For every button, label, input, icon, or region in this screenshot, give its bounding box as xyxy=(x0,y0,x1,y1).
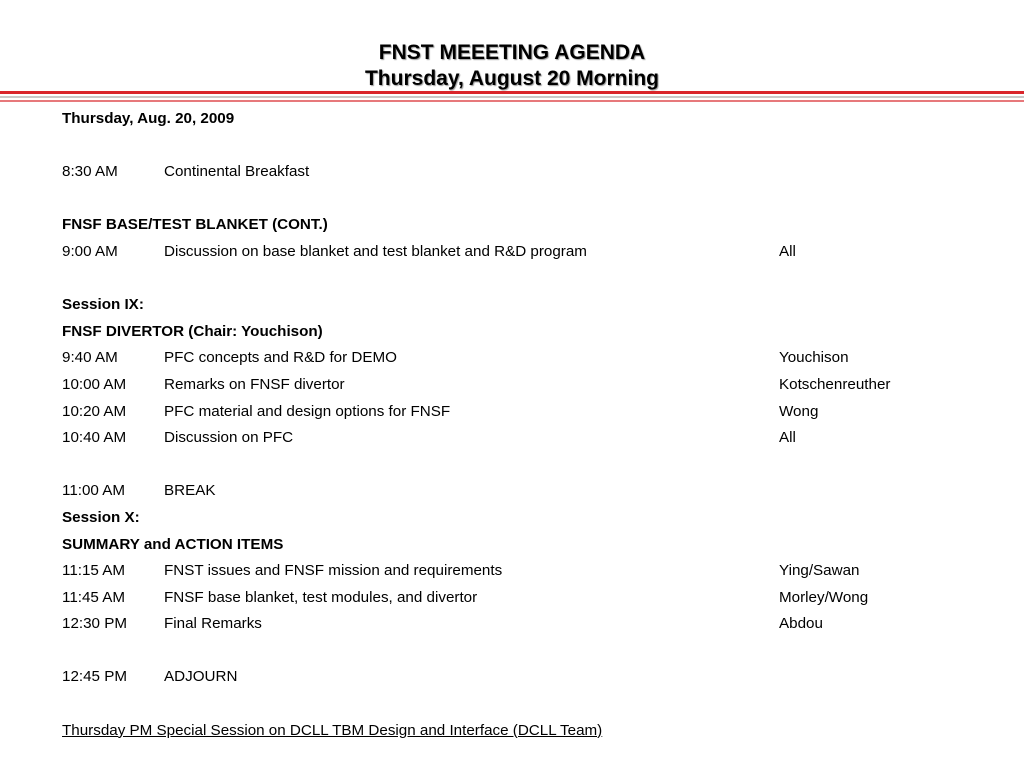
agenda-item xyxy=(62,239,962,266)
title-block xyxy=(0,40,1024,92)
header-rule-gray xyxy=(0,96,1024,98)
spacer xyxy=(62,266,962,293)
spacer xyxy=(62,133,962,160)
agenda-item-breakfast xyxy=(62,159,962,186)
agenda-topic: ADJOURN xyxy=(164,668,238,686)
agenda-time: 10:40 AM xyxy=(62,429,127,447)
agenda-item xyxy=(62,425,962,452)
agenda-speaker: Ying/Sawan xyxy=(779,562,860,580)
agenda-list xyxy=(62,106,962,744)
agenda-item-break xyxy=(62,478,962,505)
agenda-item xyxy=(62,611,962,638)
section-heading-divertor: FNSF DIVERTOR (Chair: Youchison) xyxy=(62,322,323,340)
agenda-topic: FNSF base blanket, test modules, and divertor xyxy=(164,588,478,606)
page-title: FNST MEEETING AGENDA xyxy=(378,41,646,64)
agenda-topic: Discussion on base blanket and test blanket and R&D program xyxy=(164,242,587,260)
agenda-speaker: Abdou xyxy=(779,615,823,633)
pm-session-link[interactable]: Thursday PM Special Session on DCLL TBM Design and Interface (DCLL Team) xyxy=(62,721,603,739)
session-label-x: Session X: xyxy=(62,508,140,526)
agenda-topic: Continental Breakfast xyxy=(164,163,310,181)
agenda-time: 12:45 PM xyxy=(62,668,128,686)
agenda-topic: Remarks on FNSF divertor xyxy=(164,375,345,393)
spacer xyxy=(62,452,962,479)
agenda-item xyxy=(62,399,962,426)
agenda-speaker: All xyxy=(779,242,796,260)
agenda-time: 8:30 AM xyxy=(62,163,118,181)
spacer xyxy=(62,691,962,718)
agenda-time: 11:45 AM xyxy=(62,588,126,606)
agenda-speaker: Wong xyxy=(779,402,819,420)
agenda-time: 9:40 AM xyxy=(62,349,118,367)
agenda-item xyxy=(62,558,962,585)
agenda-speaker: Youchison xyxy=(779,349,849,367)
agenda-time: 9:00 AM xyxy=(62,242,118,260)
agenda-item-adjourn xyxy=(62,664,962,691)
agenda-topic: PFC material and design options for FNSF xyxy=(164,402,451,420)
agenda-item xyxy=(62,345,962,372)
header-rule-pink xyxy=(0,100,1024,102)
agenda-item xyxy=(62,585,962,612)
spacer xyxy=(62,638,962,665)
page-subtitle: Thursday, August 20 Morning xyxy=(364,67,659,90)
agenda-time: 11:00 AM xyxy=(62,482,126,500)
agenda-topic: Discussion on PFC xyxy=(164,429,294,447)
section-heading-summary: SUMMARY and ACTION ITEMS xyxy=(62,535,284,553)
agenda-item xyxy=(62,372,962,399)
section-heading-blanket: FNSF BASE/TEST BLANKET (CONT.) xyxy=(62,216,328,234)
agenda-date: Thursday, Aug. 20, 2009 xyxy=(62,110,235,127)
agenda-speaker: Kotschenreuther xyxy=(779,375,891,393)
agenda-topic: PFC concepts and R&D for DEMO xyxy=(164,349,397,367)
header-rule-red xyxy=(0,91,1024,94)
agenda-time: 10:20 AM xyxy=(62,402,127,420)
session-label-ix: Session IX: xyxy=(62,296,144,314)
agenda-time: 10:00 AM xyxy=(62,375,127,393)
agenda-time: 11:15 AM xyxy=(62,562,126,580)
spacer xyxy=(62,186,962,213)
agenda-topic: FNST issues and FNSF mission and requirements xyxy=(164,562,503,580)
agenda-speaker: All xyxy=(779,429,796,447)
agenda-speaker: Morley/Wong xyxy=(779,588,869,606)
agenda-time: 12:30 PM xyxy=(62,615,128,633)
agenda-topic: Final Remarks xyxy=(164,615,262,633)
agenda-topic: BREAK xyxy=(164,482,216,500)
